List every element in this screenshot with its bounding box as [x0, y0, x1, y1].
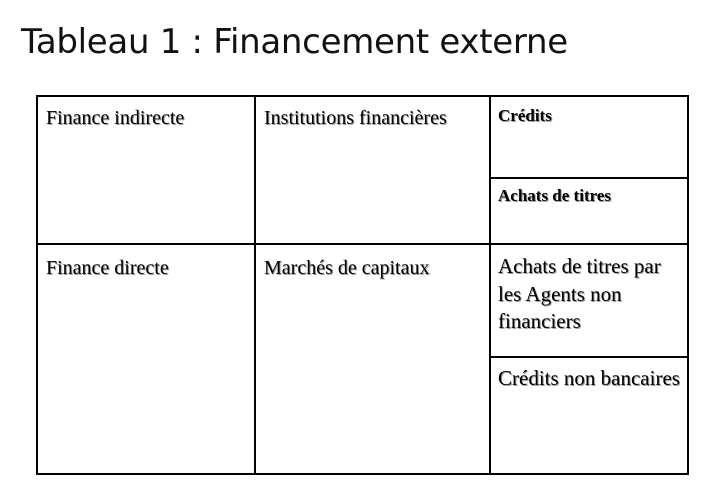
table-cell-category: Finance directe — [46, 257, 169, 279]
table-cell-channel: Marchés de capitaux — [264, 257, 430, 279]
table-cell-category: Finance indirecte — [46, 107, 185, 129]
column-divider-2 — [489, 97, 491, 473]
row-divider-sub-2 — [489, 356, 687, 358]
table-cell-instrument: Achats de titres par les Agents non financiers — [498, 254, 661, 334]
table-cell-instrument: Crédits non bancaires — [498, 366, 680, 390]
slide-title: Tableau 1 : Financement externe — [21, 22, 568, 62]
table-cell-instrument: Achats de titres — [498, 186, 611, 205]
row-divider-main — [38, 243, 687, 245]
table-cell-instrument: Crédits — [498, 106, 552, 125]
row-divider-sub-1 — [489, 177, 687, 179]
column-divider-1 — [254, 97, 256, 473]
financing-table — [36, 95, 689, 475]
table-cell-channel: Institutions financières — [264, 107, 447, 129]
